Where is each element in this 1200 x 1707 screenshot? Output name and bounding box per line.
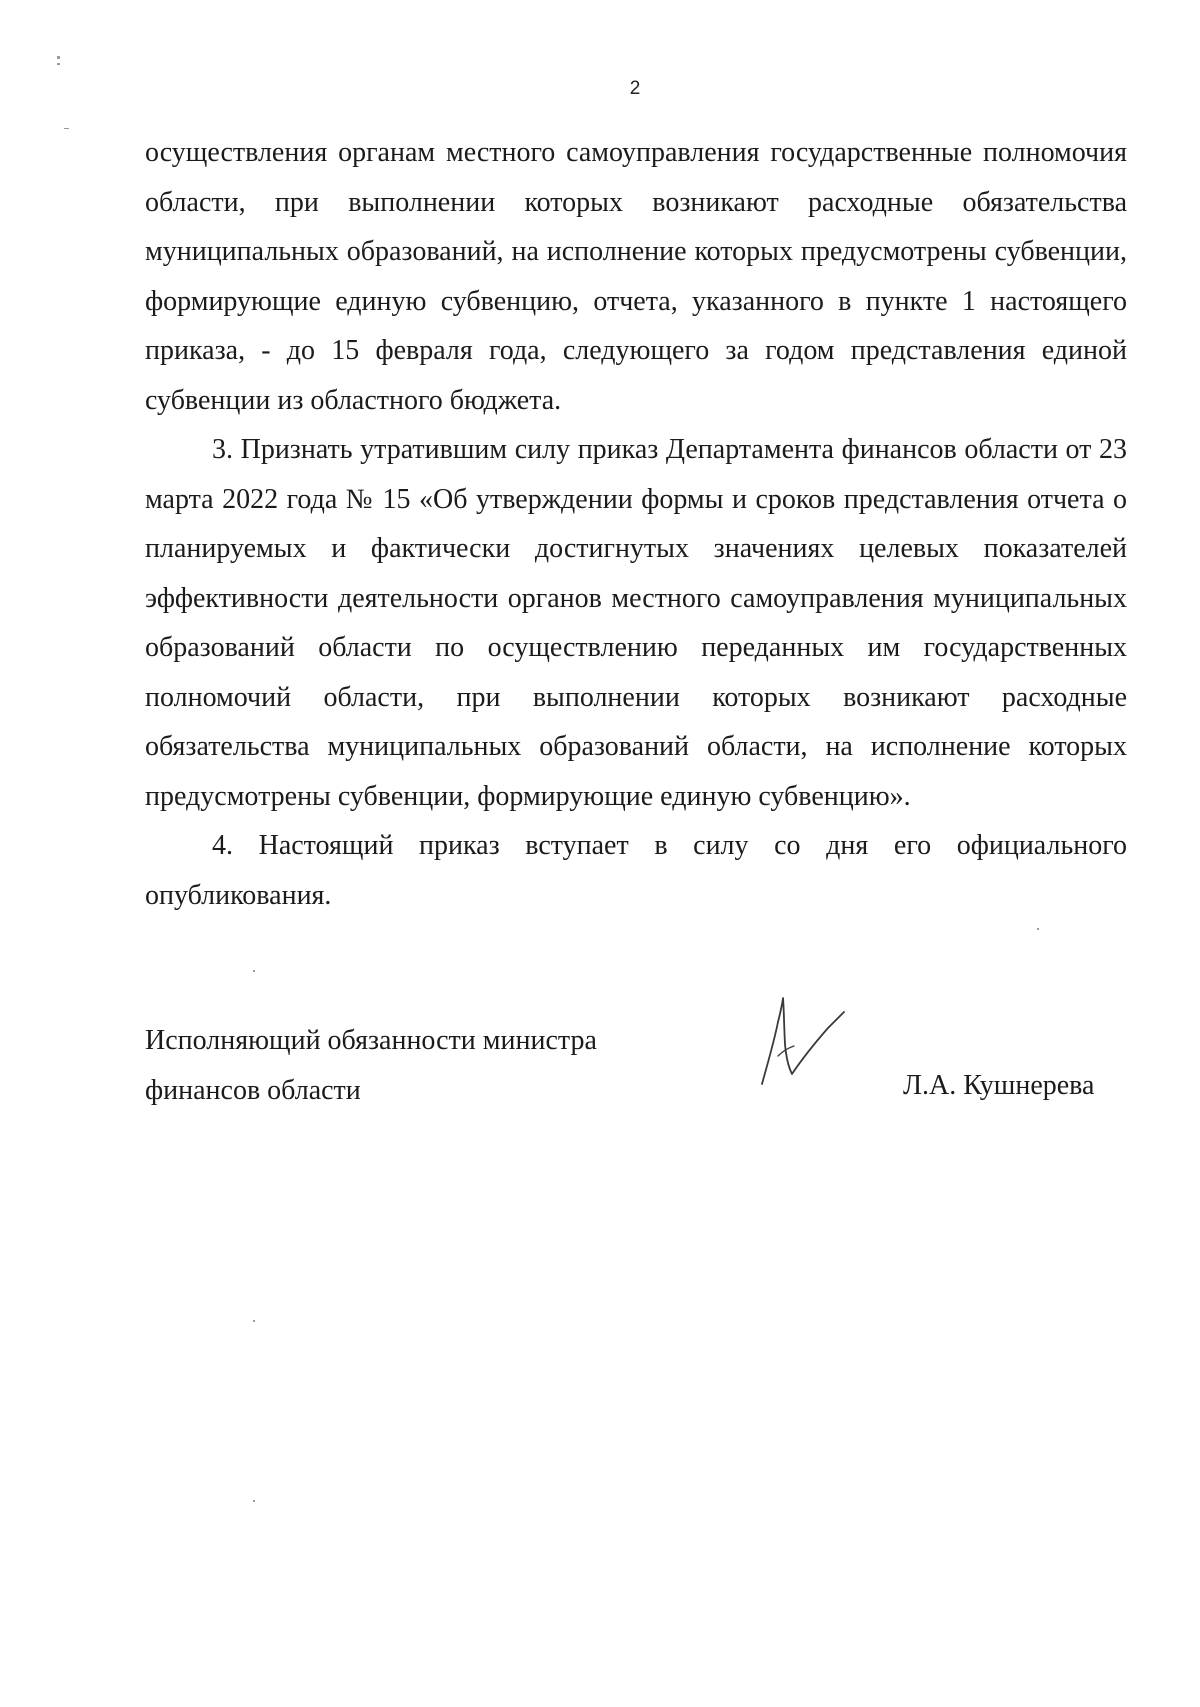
scan-artifact	[64, 128, 69, 129]
scan-artifact	[57, 56, 60, 59]
signatory-position-line-2: финансов области	[145, 1075, 361, 1106]
scan-artifact	[253, 1320, 255, 1322]
page-number: 2	[629, 78, 641, 99]
signatory-position	[145, 1016, 597, 1116]
paragraph-continuation: осуществления органам местного самоуправления государственные полномочия области, при выполнении которых возникают расходные обязательства муниципальных образований, на исполнение которых предусмотрены субвенции, формирующие единую субвенцию, отчета, указанного в пункте 1 настоящего приказа, - до 15 февраля года, следующего за годом представления единой субвенции из областного бюджета.	[145, 137, 1127, 416]
signatory-name: Л.А. Кушнерева	[903, 1070, 1095, 1101]
document-body	[145, 128, 1127, 920]
handwritten-signature	[752, 992, 848, 1088]
signatory-position-line-1: Исполняющий обязанности министра	[145, 1025, 597, 1056]
scan-artifact	[253, 970, 255, 972]
scan-artifact	[253, 1500, 255, 1502]
scan-artifact	[1037, 928, 1039, 930]
scan-artifact	[57, 63, 60, 65]
paragraph-item-3: 3. Признать утратившим силу приказ Департамента финансов области от 23 марта 2022 года № 15 «Об утверждении формы и сроков представления отчета о планируемых и фактически достигнутых значениях целевых показателей эффективности деятельности органов местного самоуправления муниципальных образований области по осуществлению переданных им государственных полномочий области, при выполнении которых возникают расходные обязательства муниципальных образований области, на исполнение которых предусмотрены субвенции, формирующие единую субвенцию».	[145, 434, 1127, 812]
paragraph-item-4: 4. Настоящий приказ вступает в силу со дня его официального опубликования.	[145, 830, 1127, 911]
